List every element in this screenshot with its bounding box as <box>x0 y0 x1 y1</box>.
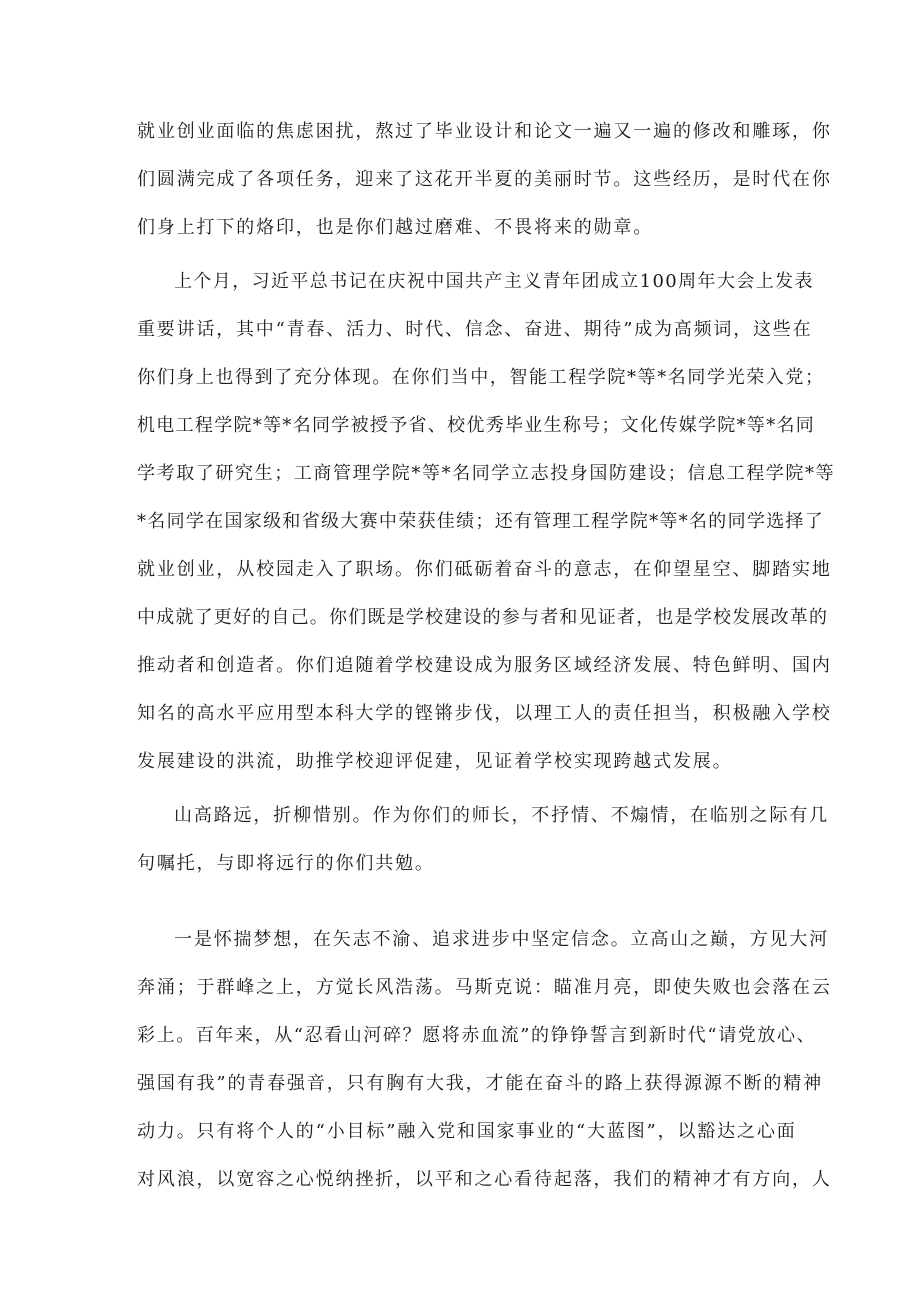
text-line: 强国有我”的青春强音，只有胸有大我，才能在奋斗的路上获得源源不断的精神 <box>137 1073 823 1094</box>
text-line: 一是怀揣梦想，在矢志不渝、追求进步中坚定信念。立高山之巅，方见大河 <box>174 929 830 950</box>
text-line: 就业创业面临的焦虑困扰，熬过了毕业设计和论文一遍又一遍的修改和雕琢，你 <box>137 121 832 142</box>
text-line: *名同学在国家级和省级大赛中荣获佳绩；还有管理工程学院*等*名的同学选择了 <box>137 511 825 532</box>
text-line: 知名的高水平应用型本科大学的铿锵步伐，以理工人的责任担当，积极融入学校 <box>137 703 832 724</box>
text-line: 句嘱托，与即将远行的你们共勉。 <box>137 853 435 874</box>
text-line: 奔涌；于群峰之上，方觉长风浩荡。马斯克说：瞄准月亮，即使失败也会落在云 <box>137 977 832 998</box>
text-line: 推动者和创造者。你们追随着学校建设成为服务区域经济发展、特色鲜明、国内 <box>137 655 832 676</box>
text-line: 山高路远，折柳惜别。作为你们的师长，不抒情、不煽情，在临别之际有几 <box>174 805 830 826</box>
text-line: 学考取了研究生；工商管理学院*等*名同学立志投身国防建设；信息工程学院*等 <box>137 463 836 484</box>
text-line: 机电工程学院*等*名同学被授予省、校优秀毕业生称号；文化传媒学院*等*名同 <box>137 415 816 436</box>
text-line: 们圆满完成了各项任务，迎来了这花开半夏的美丽时节。这些经历，是时代在你 <box>137 169 832 190</box>
text-line: 就业创业，从校园走入了职场。你们砥砺着奋斗的意志，在仰望星空、脚踏实地 <box>137 559 832 580</box>
text-line: 对风浪，以宽容之心悦纳挫折，以平和之心看待起落，我们的精神才有方向，人 <box>137 1169 832 1190</box>
text-line: 中成就了更好的自己。你们既是学校建设的参与者和见证者，也是学校发展改革的 <box>137 607 829 628</box>
text-line: 发展建设的洪流，助推学校迎评促建，见证着学校实现跨越式发展。 <box>137 751 733 772</box>
text-line: 彩上。百年来，从“忍看山河碎？愿将赤血流”的铮铮誓言到新时代“请党放心、 <box>137 1025 817 1046</box>
text-line: 你们身上也得到了充分体现。在你们当中，智能工程学院*等*名同学光荣入党； <box>137 367 825 388</box>
text-line: 们身上打下的烙印，也是你们越过磨难、不畏将来的勋章。 <box>137 217 654 238</box>
text-line: 上个月，习近平总书记在庆祝中国共产主义青年团成立100周年大会上发表 <box>174 271 814 292</box>
text-line: 重要讲话，其中“青春、活力、时代、信念、奋进、期待”成为高频词，这些在 <box>137 319 813 340</box>
text-line: 动力。只有将个人的“小目标”融入党和国家事业的“大蓝图”，以豁达之心面 <box>137 1121 797 1142</box>
